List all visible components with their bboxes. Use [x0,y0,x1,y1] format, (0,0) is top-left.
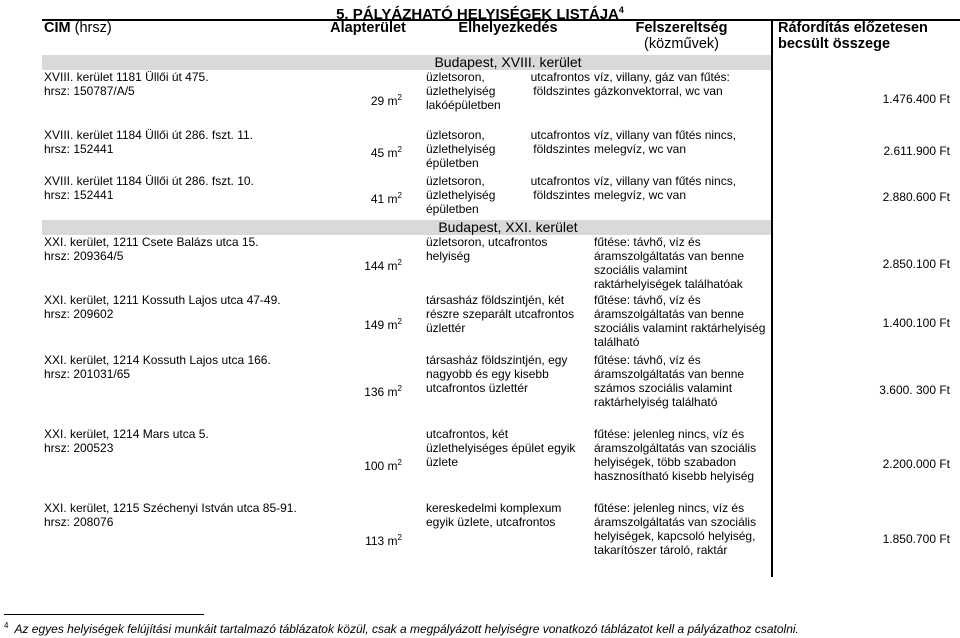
table-row [42,70,960,128]
header-raforditas: Ráfordítás előzetesen becsült összege [772,19,960,55]
cost-cell: 1.400.100 Ft [772,293,960,353]
district-row-21 [42,220,960,235]
area-cell: 144 $m^2$ [364,257,402,273]
address-cell: XVIII. kerület 1181 Üllői út 475. hrsz: 150787/A/5 [44,70,209,98]
premises-table [42,19,960,577]
table-row [42,235,960,293]
footnote-rule [4,614,204,615]
address-cell: XVIII. kerület 1184 Üllői út 286. fszt. 11. hrsz: 152441 [44,128,253,156]
table-row [42,501,960,577]
table-row [42,174,960,220]
location-cell: társasház földszintjén, két részre szeparált utcafrontos üzlettér [426,293,575,335]
address-cell: XXI. kerület, 1214 Mars utca 5. hrsz: 200523 [44,427,209,455]
header-felszereltseg: Felszereltség (közművek) [635,20,728,52]
equipment-cell: fűtése: jelenleg nincs, víz és áramszolgáltatás van szociális helyiségek, kapcsoló helyiség, takarítószer tároló, raktár [594,501,757,557]
address-cell: XXI. kerület, 1211 Kossuth Lajos utca 47-49. hrsz: 209602 [44,293,281,321]
area-cell: 113 $m^2$ [365,532,402,548]
district-label: Budapest, XVIII. kerület [424,55,592,70]
district-row-18 [42,55,960,70]
location-cell: üzletsoron, utcafrontos üzlethelyiség földszintes épületben [426,174,590,216]
cost-cell: 2.611.900 Ft [772,128,960,174]
equipment-cell: fűtése: jelenleg nincs, víz és áramszolgáltatás van szociális helyiségek, több szabadon hasznosítható kisebb helyiség [594,427,757,483]
equipment-cell: víz, villany van fűtés nincs, melegvíz, wc van [594,128,737,156]
area-cell: 136 $m^2$ [364,383,402,399]
location-cell: üzletsoron, utcafrontos üzlethelyiség földszintes épületben [426,128,590,170]
table-row [42,353,960,427]
address-cell: XXI. kerület, 1215 Széchenyi István utca 85-91. hrsz: 208076 [44,501,297,529]
location-cell: társasház földszintjén, egy nagyobb és egy kisebb utcafrontos üzlettér [426,353,568,395]
district-label: Budapest, XXI. kerület [424,220,592,235]
location-cell: utcafrontos, két üzlethelyiséges épület egyik üzlete [426,427,576,469]
address-cell: XXI. kerület, 1214 Kossuth Lajos utca 166. hrsz: 201031/65 [44,353,271,381]
page-title: 5. PÁLYÁZHATÓ HELYISÉGEK LISTÁJA$^4$ [336,5,624,23]
table-row [42,427,960,501]
header-cim: CÍM (hrsz) [44,20,112,36]
cost-cell: 2.200.000 Ft [772,427,960,501]
cost-cell: 2.850.100 Ft [772,235,960,293]
footnote-ref: 4 [4,621,9,630]
header-alapterulet: Alapterület [330,20,406,36]
cost-cell: 2.880.600 Ft [772,174,960,220]
header-elhelyezkedes: Elhelyezkedés [458,20,558,36]
cost-cell: 1.476.400 Ft [772,70,960,128]
area-cell: 149 $m^2$ [364,316,402,332]
equipment-cell: fűtése: távhő, víz és áramszolgáltatás van benne számos szociális valamint raktárhelyiség található [594,353,745,409]
area-cell: 45 $m^2$ [370,144,402,160]
table-row [42,128,960,174]
area-cell: 100 $m^2$ [364,457,402,473]
title-footnote-ref: 4 [618,5,624,15]
address-cell: XVIII. kerület 1184 Üllői út 286. fszt. 10. hrsz: 152441 [44,174,254,202]
footnote-text: Az egyes helyiségek felújítási munkáit tartalmazó táblázatok közül, csak a megpályázott helyiségre vonatkozó táblázatot kell a pályázathoz csatolni. [14,622,799,636]
cost-cell: 3.600. 300 Ft [772,353,960,427]
equipment-cell: víz, villany, gáz van fűtés: gázkonvektorral, wc van [594,70,730,98]
area-cell: 41 $m^2$ [370,190,402,206]
table-header-row [42,19,960,55]
location-cell: üzletsoron, utcafrontos üzlethelyiség földszintes lakóépületben [426,70,590,112]
equipment-cell: víz, villany van fűtés nincs, melegvíz, wc van [594,174,737,202]
cost-cell: 1.850.700 Ft [772,501,960,577]
area-cell: 29 $m^2$ [370,92,402,108]
address-cell: XXI. kerület, 1211 Csete Balázs utca 15. hrsz: 209364/5 [44,235,259,263]
location-cell: kereskedelmi komplexum egyik üzlete, utcafrontos [426,501,562,529]
footnote [4,618,799,637]
location-cell: üzletsoron, utcafrontos helyiség [426,235,548,263]
equipment-cell: fűtése: távhő, víz és áramszolgáltatás van benne szociális valamint raktárhelyiség található [594,293,766,349]
table-row [42,293,960,353]
equipment-cell: fűtése: távhő, víz és áramszolgáltatás van benne szociális valamint raktárhelyiségek találhatóak [594,235,745,291]
